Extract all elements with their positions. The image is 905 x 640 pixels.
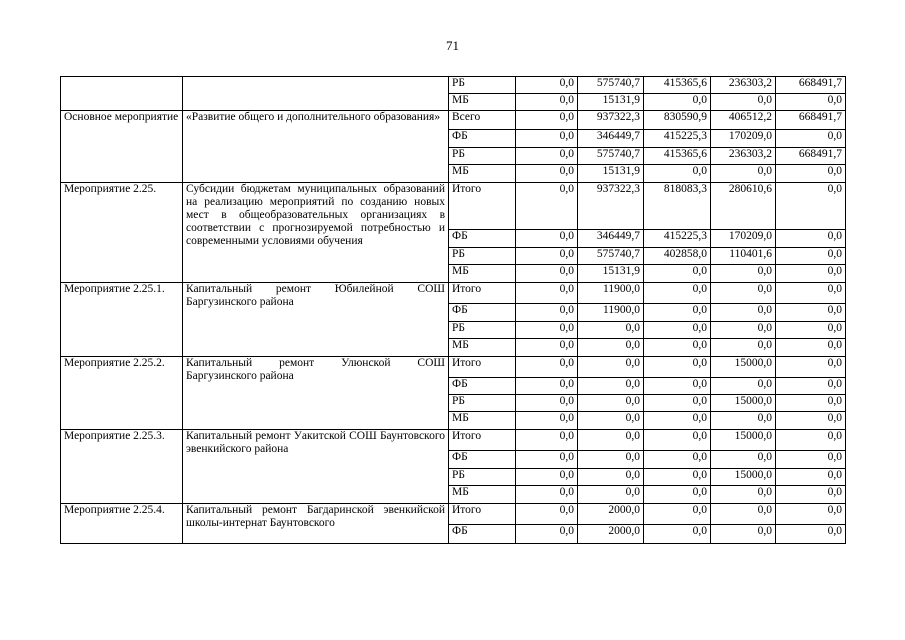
funding-source-cell: Итого: [449, 357, 516, 378]
amount-cell: 0,0: [516, 77, 578, 94]
amount-cell: 575740,7: [578, 148, 644, 165]
amount-cell: 0,0: [516, 94, 578, 111]
activity-description-cell: Субсидии бюджетам муниципальных образований на реализацию мероприятий по созданию новых мест в общеобразовательных организациях в соответствии с прогнозируемой потребностью и современными условиями обучения: [183, 183, 449, 283]
amount-cell: 346449,7: [578, 230, 644, 248]
amount-cell: 0,0: [711, 339, 776, 357]
activity-description-cell: Капитальный ремонт Багдаринской эвенкийской школы-интернат Баунтовского: [183, 504, 449, 544]
activity-name-cell: Мероприятие 2.25.2.: [61, 357, 183, 430]
funding-source-cell: ФБ: [449, 304, 516, 322]
activity-description-cell: Капитальный ремонт Юбилейной СОШ Баргузинского района: [183, 283, 449, 357]
amount-cell: 0,0: [578, 339, 644, 357]
amount-cell: 0,0: [578, 395, 644, 412]
amount-cell: 0,0: [711, 525, 776, 544]
amount-cell: 406512,2: [711, 111, 776, 130]
funding-source-cell: РБ: [449, 395, 516, 412]
amount-cell: 668491,7: [776, 111, 846, 130]
amount-cell: 0,0: [578, 486, 644, 504]
amount-cell: 668491,7: [776, 77, 846, 94]
amount-cell: 0,0: [644, 322, 711, 339]
amount-cell: 0,0: [644, 504, 711, 525]
table-row: [61, 504, 846, 525]
amount-cell: 0,0: [516, 322, 578, 339]
budget-table: [60, 76, 846, 544]
amount-cell: 0,0: [644, 283, 711, 304]
amount-cell: 11900,0: [578, 283, 644, 304]
amount-cell: 0,0: [578, 430, 644, 451]
funding-source-cell: ФБ: [449, 230, 516, 248]
amount-cell: 0,0: [776, 265, 846, 283]
table-row: [61, 357, 846, 378]
amount-cell: 0,0: [711, 283, 776, 304]
funding-source-cell: Итого: [449, 430, 516, 451]
amount-cell: 0,0: [644, 339, 711, 357]
amount-cell: 0,0: [776, 486, 846, 504]
activity-description-cell: «Развитие общего и дополнительного образования»: [183, 111, 449, 183]
amount-cell: 0,0: [516, 148, 578, 165]
funding-source-cell: МБ: [449, 94, 516, 111]
table-row: [61, 77, 846, 94]
amount-cell: 0,0: [644, 412, 711, 430]
table-row: [61, 111, 846, 130]
amount-cell: 0,0: [776, 378, 846, 395]
amount-cell: 0,0: [516, 504, 578, 525]
amount-cell: 0,0: [644, 304, 711, 322]
amount-cell: 15000,0: [711, 357, 776, 378]
amount-cell: 0,0: [776, 430, 846, 451]
amount-cell: 0,0: [711, 322, 776, 339]
table-row: [61, 283, 846, 304]
amount-cell: 0,0: [516, 378, 578, 395]
amount-cell: 575740,7: [578, 248, 644, 265]
amount-cell: 0,0: [516, 304, 578, 322]
amount-cell: 0,0: [516, 357, 578, 378]
amount-cell: 15131,9: [578, 265, 644, 283]
amount-cell: 0,0: [516, 469, 578, 486]
amount-cell: 937322,3: [578, 111, 644, 130]
amount-cell: 0,0: [711, 451, 776, 469]
amount-cell: 818083,3: [644, 183, 711, 230]
funding-source-cell: РБ: [449, 322, 516, 339]
amount-cell: 0,0: [516, 430, 578, 451]
funding-source-cell: ФБ: [449, 378, 516, 395]
activity-description-cell: Капитальный ремонт Уакитской СОШ Баунтовского эвенкийского района: [183, 430, 449, 504]
funding-source-cell: Итого: [449, 283, 516, 304]
amount-cell: 0,0: [578, 378, 644, 395]
amount-cell: 0,0: [776, 94, 846, 111]
amount-cell: 0,0: [644, 486, 711, 504]
amount-cell: 0,0: [516, 230, 578, 248]
amount-cell: 0,0: [711, 486, 776, 504]
amount-cell: 15000,0: [711, 395, 776, 412]
amount-cell: 0,0: [516, 165, 578, 183]
amount-cell: 0,0: [776, 504, 846, 525]
funding-source-cell: МБ: [449, 339, 516, 357]
amount-cell: 0,0: [516, 451, 578, 469]
funding-source-cell: МБ: [449, 486, 516, 504]
amount-cell: 15000,0: [711, 469, 776, 486]
amount-cell: 830590,9: [644, 111, 711, 130]
amount-cell: 236303,2: [711, 77, 776, 94]
activity-name-cell: [61, 77, 183, 111]
amount-cell: 0,0: [644, 265, 711, 283]
amount-cell: 0,0: [776, 395, 846, 412]
amount-cell: 0,0: [516, 265, 578, 283]
amount-cell: 415225,3: [644, 130, 711, 148]
amount-cell: 170209,0: [711, 230, 776, 248]
amount-cell: 575740,7: [578, 77, 644, 94]
amount-cell: 0,0: [776, 304, 846, 322]
amount-cell: 0,0: [644, 469, 711, 486]
amount-cell: 0,0: [578, 451, 644, 469]
table-row: [61, 183, 846, 230]
amount-cell: 15131,9: [578, 94, 644, 111]
amount-cell: 0,0: [776, 525, 846, 544]
amount-cell: 0,0: [578, 469, 644, 486]
activity-name-cell: Мероприятие 2.25.: [61, 183, 183, 283]
table-row: [61, 430, 846, 451]
amount-cell: 346449,7: [578, 130, 644, 148]
amount-cell: 0,0: [644, 395, 711, 412]
amount-cell: 415365,6: [644, 148, 711, 165]
amount-cell: 0,0: [644, 430, 711, 451]
amount-cell: 0,0: [516, 412, 578, 430]
activity-name-cell: Мероприятие 2.25.4.: [61, 504, 183, 544]
amount-cell: 0,0: [578, 357, 644, 378]
amount-cell: 937322,3: [578, 183, 644, 230]
amount-cell: 0,0: [776, 283, 846, 304]
amount-cell: 0,0: [644, 451, 711, 469]
amount-cell: 0,0: [776, 248, 846, 265]
amount-cell: 0,0: [776, 339, 846, 357]
amount-cell: 0,0: [644, 94, 711, 111]
amount-cell: 0,0: [516, 183, 578, 230]
amount-cell: 2000,0: [578, 525, 644, 544]
funding-source-cell: МБ: [449, 165, 516, 183]
amount-cell: 0,0: [776, 322, 846, 339]
amount-cell: 0,0: [776, 230, 846, 248]
funding-source-cell: РБ: [449, 469, 516, 486]
funding-source-cell: Итого: [449, 504, 516, 525]
funding-source-cell: РБ: [449, 248, 516, 265]
amount-cell: 0,0: [578, 322, 644, 339]
amount-cell: 0,0: [644, 165, 711, 183]
funding-source-cell: МБ: [449, 412, 516, 430]
amount-cell: 0,0: [711, 304, 776, 322]
activity-name-cell: Мероприятие 2.25.1.: [61, 283, 183, 357]
amount-cell: 668491,7: [776, 148, 846, 165]
amount-cell: 0,0: [516, 130, 578, 148]
amount-cell: 0,0: [711, 165, 776, 183]
amount-cell: 0,0: [776, 357, 846, 378]
amount-cell: 0,0: [711, 412, 776, 430]
activity-name-cell: Мероприятие 2.25.3.: [61, 430, 183, 504]
amount-cell: 0,0: [776, 412, 846, 430]
amount-cell: 0,0: [578, 412, 644, 430]
amount-cell: 415365,6: [644, 77, 711, 94]
amount-cell: 0,0: [711, 265, 776, 283]
funding-source-cell: Итого: [449, 183, 516, 230]
funding-source-cell: РБ: [449, 77, 516, 94]
amount-cell: 0,0: [516, 283, 578, 304]
amount-cell: 0,0: [711, 378, 776, 395]
amount-cell: 170209,0: [711, 130, 776, 148]
amount-cell: 2000,0: [578, 504, 644, 525]
funding-source-cell: МБ: [449, 265, 516, 283]
funding-source-cell: ФБ: [449, 130, 516, 148]
amount-cell: 402858,0: [644, 248, 711, 265]
page-number: 71: [446, 38, 459, 53]
funding-source-cell: Всего: [449, 111, 516, 130]
amount-cell: 0,0: [516, 248, 578, 265]
amount-cell: 0,0: [776, 183, 846, 230]
funding-source-cell: ФБ: [449, 451, 516, 469]
amount-cell: 0,0: [776, 165, 846, 183]
amount-cell: 0,0: [516, 486, 578, 504]
activity-description-cell: Капитальный ремонт Улюнской СОШ Баргузинского района: [183, 357, 449, 430]
activity-description-cell: [183, 77, 449, 111]
amount-cell: 0,0: [516, 395, 578, 412]
amount-cell: 0,0: [644, 525, 711, 544]
amount-cell: 415225,3: [644, 230, 711, 248]
amount-cell: 15000,0: [711, 430, 776, 451]
activity-name-cell: Основное мероприятие: [61, 111, 183, 183]
amount-cell: 0,0: [776, 469, 846, 486]
funding-source-cell: ФБ: [449, 525, 516, 544]
amount-cell: 0,0: [776, 130, 846, 148]
amount-cell: 236303,2: [711, 148, 776, 165]
amount-cell: 0,0: [776, 451, 846, 469]
funding-source-cell: РБ: [449, 148, 516, 165]
amount-cell: 110401,6: [711, 248, 776, 265]
amount-cell: 280610,6: [711, 183, 776, 230]
amount-cell: 11900,0: [578, 304, 644, 322]
amount-cell: 0,0: [516, 339, 578, 357]
amount-cell: 0,0: [516, 525, 578, 544]
amount-cell: 0,0: [711, 504, 776, 525]
amount-cell: 0,0: [516, 111, 578, 130]
amount-cell: 0,0: [644, 357, 711, 378]
amount-cell: 0,0: [644, 378, 711, 395]
amount-cell: 15131,9: [578, 165, 644, 183]
amount-cell: 0,0: [711, 94, 776, 111]
